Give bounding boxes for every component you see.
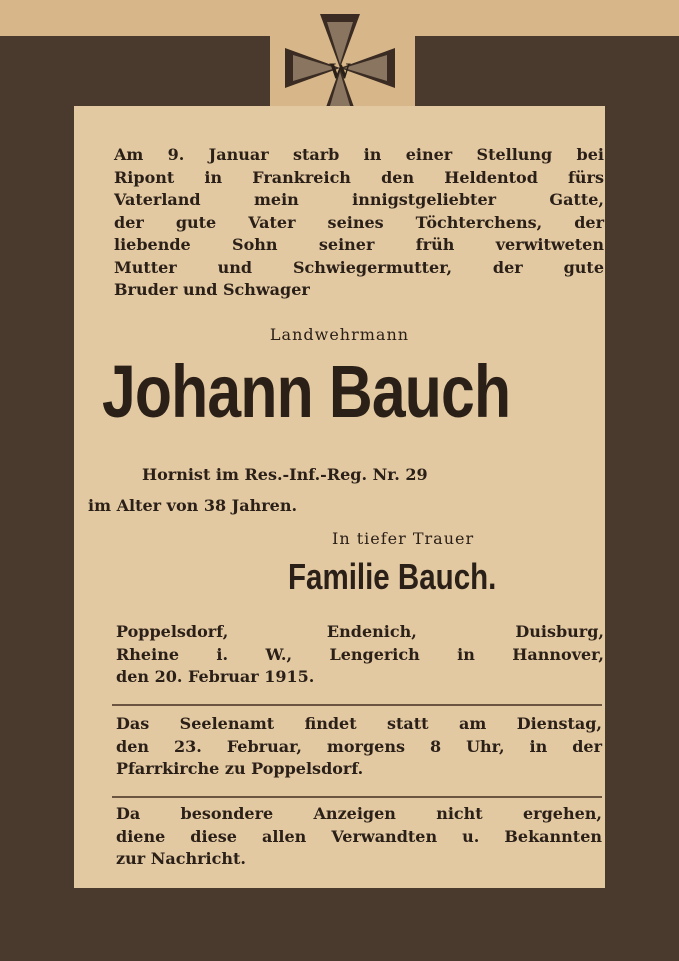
unit-line: Hornist im Res.-Inf.-Reg. Nr. 29 xyxy=(142,465,428,484)
mourning-border-bottom xyxy=(0,888,679,961)
family-signature: Familie Bauch. xyxy=(288,556,497,597)
places-line: Poppelsdorf, Endenich, Duisburg, xyxy=(116,622,604,641)
notice-line: diene diese allen Verwandten u. Bekannten xyxy=(116,826,602,846)
notice-line: zur Nachricht. xyxy=(116,849,246,868)
intro-paragraph xyxy=(114,144,604,302)
places-paragraph xyxy=(116,621,604,689)
rank-label: Landwehrmann xyxy=(269,325,410,344)
intro-line: Ripont in Frankreich den Heldentod fürs xyxy=(114,167,604,187)
mass-line: den 23. Februar, morgens 8 Uhr, in der xyxy=(116,736,602,756)
mass-line: Pfarrkirche zu Poppelsdorf. xyxy=(116,759,364,778)
notice-paper xyxy=(74,106,605,888)
places-line: den 20. Februar 1915. xyxy=(116,667,315,686)
intro-line: Vaterland mein innigstgeliebter Gatte, xyxy=(114,190,604,209)
mass-line: Das Seelenamt findet statt am Dienstag, xyxy=(116,714,602,733)
notice-paragraph xyxy=(116,803,602,871)
intro-line: der gute Vater seines Töchterchens, der xyxy=(114,212,604,232)
places-line: Rheine i. W., Lengerich in Hannover, xyxy=(116,644,604,664)
mourning-border-right xyxy=(605,36,679,936)
cross-letter: W xyxy=(329,58,351,83)
intro-line: liebende Sohn seiner früh verwitweten xyxy=(114,235,604,254)
mass-paragraph xyxy=(116,713,602,781)
mourning-border-top-right xyxy=(415,36,605,106)
intro-line: Bruder und Schwager xyxy=(114,280,310,299)
divider xyxy=(112,796,602,798)
grief-line: In tiefer Trauer xyxy=(332,529,475,548)
mourning-border-left xyxy=(0,36,74,936)
deceased-name: Johann Bauch xyxy=(102,350,511,433)
intro-line: Mutter und Schwiegermutter, der gute xyxy=(114,257,604,277)
intro-line: Am 9. Januar starb in einer Stellung bei xyxy=(114,145,604,164)
age-line: im Alter von 38 Jahren. xyxy=(88,496,298,515)
notice-line: Da besondere Anzeigen nicht ergehen, xyxy=(116,804,602,823)
mourning-border-top-left xyxy=(74,36,270,106)
divider xyxy=(112,704,602,706)
